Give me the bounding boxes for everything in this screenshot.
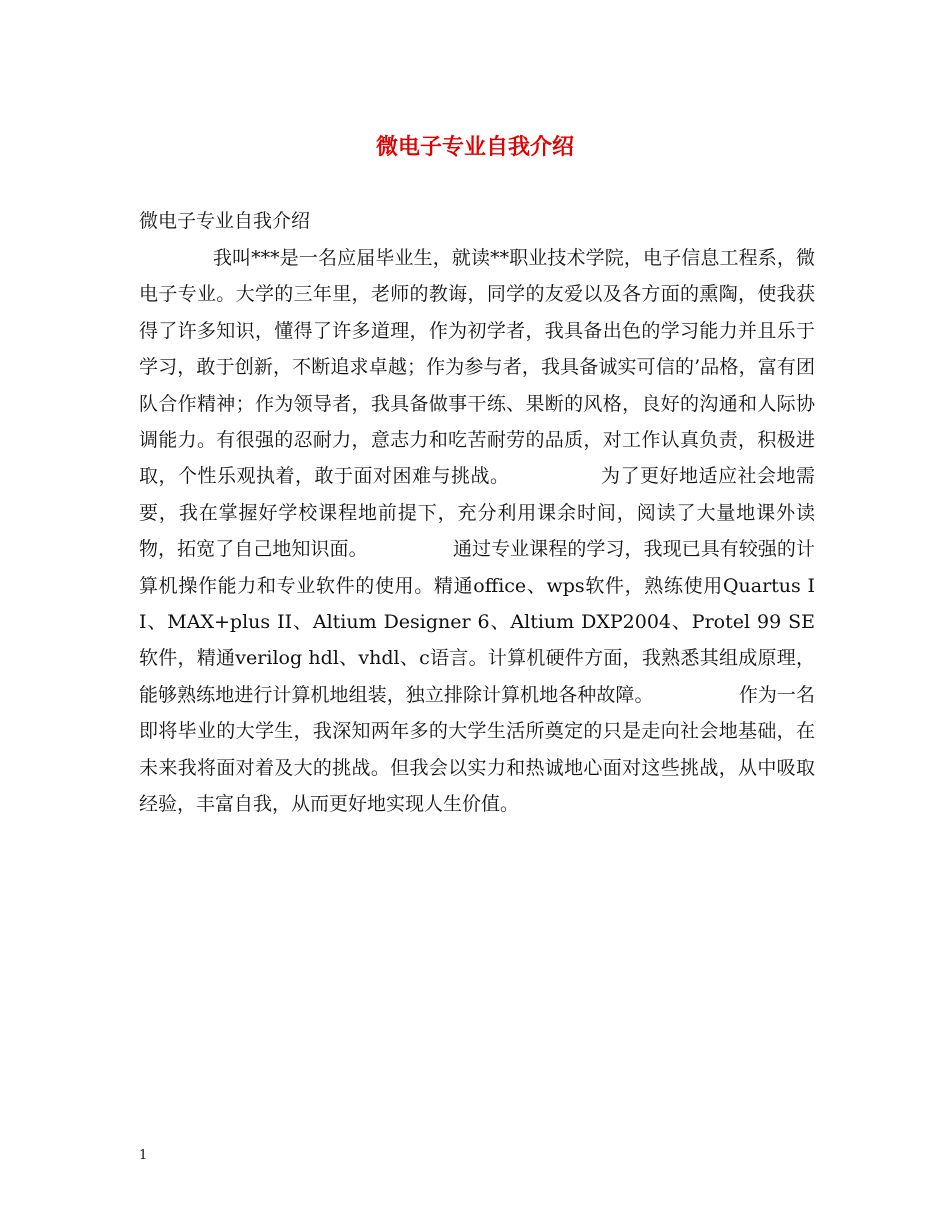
page-number: 1 — [139, 1148, 148, 1163]
document-subtitle: 微电子专业自我介绍 — [139, 210, 311, 232]
document-body — [139, 240, 815, 823]
body-paragraph: 我叫***是一名应届毕业生，就读**职业技术学院，电子信息工程系，微电子专业。大学的三年里，老师的教诲，同学的友爱以及各方面的熏陶，使我获得了许多知识，懂得了许多道理，作为初学者，我具备出色的学习能力并且乐于学习，敢于创新，不断追求卓越；作为参与者，我具备诚实可信的’品格，富有团队合作精神；作为领导者，我具备做事干练、果断的风格，良好的沟通和人际协调能力。有很强的忍耐力，意志力和吃苦耐劳的品质，对工作认真负责，积极进取，个性乐观执着，敢于面对困难与挑战。 为了更好地适应社会地需要，我在掌握好学校课程地前提下，充分利用课余时间，阅读了大量地课外读物，拓宽了自己地知识面。 通过专业课程的学习，我现已具有较强的计算机操作能力和专业软件的使用。精通office、wps软件，熟练使用Quartus II、MAX+plus II、Altium Designer 6、Altium DXP2004、Protel 99 SE软件，精通verilog hdl、vhdl、c语言。计算机硬件方面，我熟悉其组成原理，能够熟练地进行计算机地组装，独立排除计算机地各种故障。 作为一名即将毕业的大学生，我深知两年多的大学生活所奠定的只是走向社会地基础，在未来我将面对着及大的挑战。但我会以实力和热诚地心面对这些挑战，从中吸取经验，丰富自我，从而更好地实现人生价值。 — [139, 247, 815, 816]
document-title: 微电子专业自我介绍 — [375, 134, 574, 160]
